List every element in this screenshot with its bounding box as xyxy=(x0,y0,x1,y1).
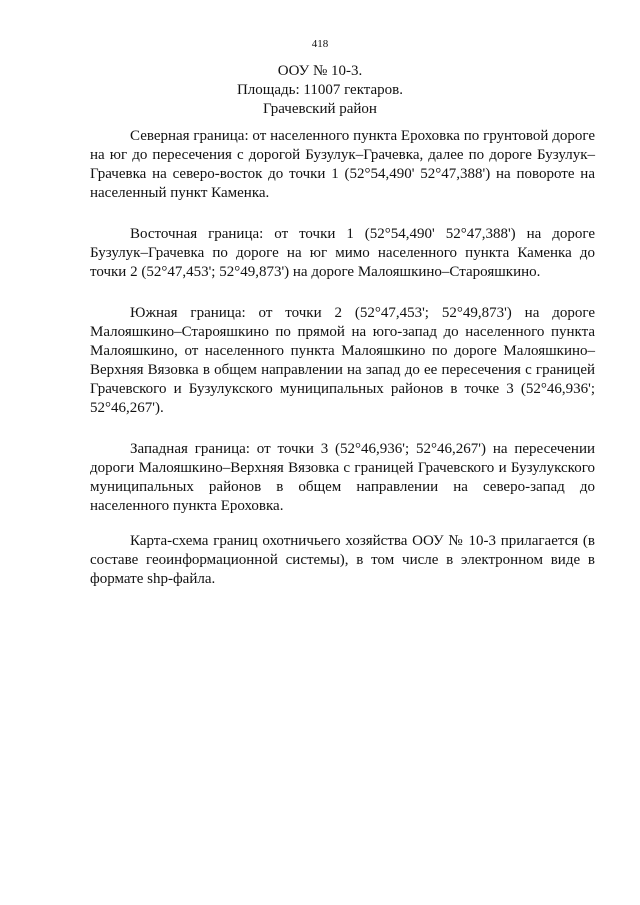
east-border-paragraph: Восточная граница: от точки 1 (52°54,490' 52°47,388') на дороге Бузулук–Грачевка по дороге на юг мимо населенного пункта Каменка до точки 2 (52°47,453'; 52°49,873') на дороге Малояшкино–Старояшкино. xyxy=(90,226,595,280)
south-border-paragraph: Южная граница: от точки 2 (52°47,453'; 52°49,873') на дороге Малояшкино–Старояшкино по прямой на юго-запад до населенного пункта Малояшкино, от населенного пункта Малояшкино по дороге Малояшкино–Верхняя Вязовка в общем направлении на запад до ее пересечения с границей Грачевского и Бузулукского муниципальных районов в точке 3 (52°46,936'; 52°46,267'). xyxy=(90,305,595,416)
north-border-paragraph: Северная граница: от населенного пункта Ероховка по грунтовой дороге на юг до пересечения с дорогой Бузулук–Грачевка, далее по дороге Бузулук–Грачевка на северо-восток до точки 1 (52°54,490' 52°47,388') на повороте на населенный пункт Каменка. xyxy=(90,128,595,201)
document-header xyxy=(0,62,640,119)
document-body xyxy=(90,127,595,611)
hunting-ground-id: ООУ № 10-3. xyxy=(277,63,363,79)
west-border-paragraph: Западная граница: от точки 3 (52°46,936'; 52°46,267') на пересечении дороги Малояшкино–Верхняя Вязовка с границей Грачевского и Бузулукского муниципальных районов в общем направлении на северо-запад до населенного пункта Ероховка. xyxy=(90,441,595,514)
area-line: Площадь: 11007 гектаров. xyxy=(236,82,404,98)
map-note-paragraph: Карта-схема границ охотничьего хозяйства ООУ № 10-3 прилагается (в составе геоинформационной системы), в том числе в электронном виде в формате shp-файла. xyxy=(90,533,595,587)
page-number: 418 xyxy=(311,38,329,50)
district-name: Грачевский район xyxy=(263,101,377,117)
